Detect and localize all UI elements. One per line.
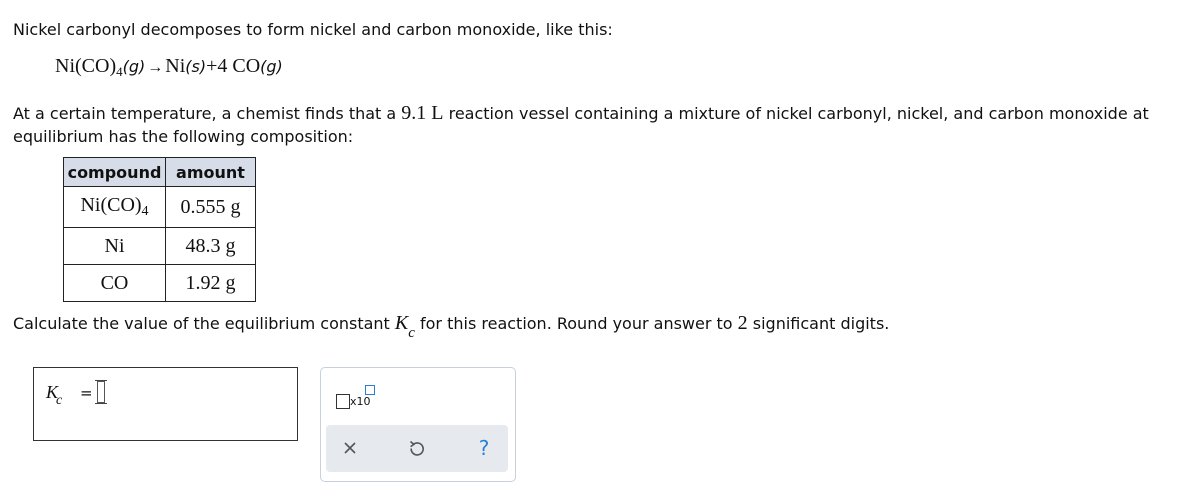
product-co-phase: (g) <box>260 57 283 76</box>
composition-table <box>63 157 256 302</box>
help-icon: ? <box>478 436 490 460</box>
help-button[interactable] <box>469 433 499 463</box>
kc-symbol: K <box>394 312 409 334</box>
reactant: Ni(CO) <box>55 55 117 77</box>
compound-cell: CO <box>64 265 166 302</box>
table-row <box>64 265 256 302</box>
header-compound: compound <box>64 158 166 187</box>
product-nickel: Ni <box>165 55 186 77</box>
compound-cell: $Ni(CO)_4$ <box>64 187 166 228</box>
amount-cell: 0.555 g <box>166 187 256 228</box>
paragraph-text-1: At a certain temperature, a chemist finds that a <box>13 104 402 123</box>
x10-label: x10 <box>350 395 371 408</box>
table-header-row <box>64 158 256 187</box>
answer-box <box>33 367 298 441</box>
reaction-arrow-icon: → <box>147 59 164 76</box>
undo-button[interactable] <box>402 433 432 463</box>
intro-text: Nickel carbonyl decomposes to form nickel and carbon monoxide, like this: <box>13 20 613 39</box>
scientific-notation-button[interactable] <box>336 383 376 411</box>
compound-cell: Ni <box>64 228 166 265</box>
answer-input[interactable] <box>97 381 105 403</box>
tool-bar <box>326 425 508 472</box>
amount-cell: 1.92 g <box>166 265 256 302</box>
exponent-box-icon <box>365 385 375 395</box>
digits-value: 2 <box>737 312 748 334</box>
equals-sign: = <box>80 384 93 402</box>
paragraph-text-2: reaction vessel containing a mixture of nickel carbonyl, nickel, and carbon monoxide at equilibrium has the following composition: <box>13 104 1149 146</box>
table-row <box>64 228 256 265</box>
header-amount: amount <box>166 158 256 187</box>
answer-label: $K_c$ <box>46 382 63 408</box>
question-text: Calculate the value of the equilibrium constant Kc for this reaction. Round your answer to 2 significant digits. <box>13 312 890 341</box>
reactant-subscript: 4 <box>116 64 123 79</box>
reactant-phase: (g) <box>122 57 146 76</box>
volume-unit: L <box>426 102 444 124</box>
product-nickel-phase: (s) <box>185 57 207 76</box>
volume-value: 9.1 <box>401 102 427 124</box>
plus-sign: + <box>206 55 218 77</box>
undo-icon <box>408 439 426 457</box>
reaction-equation <box>55 55 283 80</box>
problem-paragraph <box>13 102 1193 148</box>
product-co: 4 CO <box>217 55 261 77</box>
close-icon <box>343 441 357 455</box>
table-row <box>64 187 256 228</box>
amount-cell: 48.3 g <box>166 228 256 265</box>
clear-button[interactable] <box>335 433 365 463</box>
base-box-icon <box>336 394 350 409</box>
tool-panel <box>320 367 516 482</box>
